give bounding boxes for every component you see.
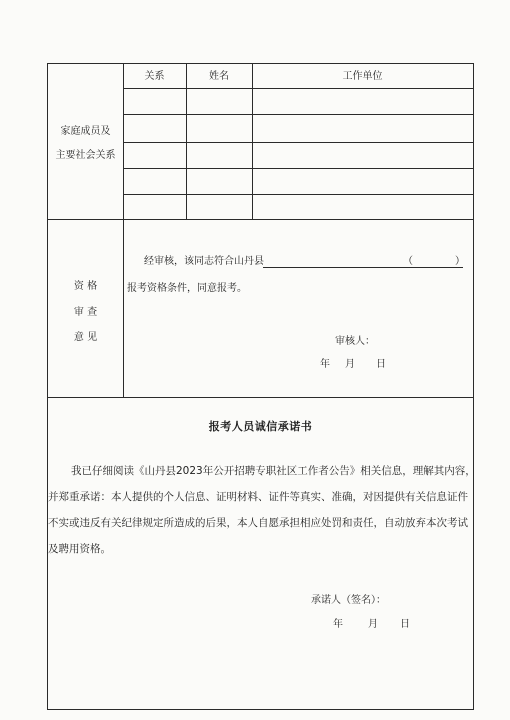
family-row-1[interactable] <box>124 89 473 113</box>
family-row-5[interactable] <box>124 195 473 218</box>
review-label-1: 资 格 <box>73 281 98 292</box>
pledge-line-4: 及聘用资格。 <box>48 543 111 555</box>
header-workplace: 工作单位 <box>342 71 383 82</box>
header-name: 姓名 <box>209 71 229 82</box>
pledge-line-3: 不实或违反有关纪律规定所造成的后果，本人自愿承担相应处罚和责任，自动放弃本次考试 <box>48 517 468 529</box>
signature-field[interactable] <box>393 591 463 609</box>
review-label-divider <box>123 219 124 397</box>
pledge-date-year: 年 <box>333 619 343 630</box>
family-section-label: 家庭成员及 <box>60 126 111 137</box>
pledge-title: 报考人员诚信承诺书 <box>208 420 313 433</box>
pledge-line-1: 我已仔细阅读《山丹县2023年公开招聘专职社区工作者公告》相关信息，理解其内容， <box>71 465 476 477</box>
family-row-4[interactable] <box>124 169 473 193</box>
paren-open: （ <box>403 256 413 267</box>
header-relation: 关系 <box>144 71 165 82</box>
paren-close: ） <box>455 256 465 267</box>
review-date-month: 月 <box>345 359 355 370</box>
review-text-line2: 报考资格条件，同意报考。 <box>127 283 247 294</box>
review-date-day: 日 <box>376 359 386 370</box>
review-date-year: 年 <box>320 359 330 370</box>
review-label-2: 审 查 <box>73 307 98 318</box>
signer-label: 承诺人（签名）： <box>311 595 386 606</box>
pledge-date-day: 日 <box>400 619 410 630</box>
review-text-prefix: 经审核，该同志符合山丹县 <box>144 256 264 267</box>
family-section-label-2: 主要社会关系 <box>55 150 116 161</box>
review-section-bottom <box>48 397 473 398</box>
reviewer-label: 审核人： <box>335 336 375 347</box>
county-fill-line[interactable] <box>263 267 463 268</box>
application-form <box>47 63 474 710</box>
review-label-3: 意 见 <box>73 332 98 343</box>
family-row-2[interactable] <box>124 115 473 141</box>
pledge-line-2: 并郑重承诺：本人提供的个人信息、证明材料、证件等真实、准确，对因提供有关信息证件 <box>48 491 468 503</box>
family-section-bottom <box>48 219 473 220</box>
pledge-date-month: 月 <box>368 619 378 630</box>
family-row-3[interactable] <box>124 143 473 167</box>
